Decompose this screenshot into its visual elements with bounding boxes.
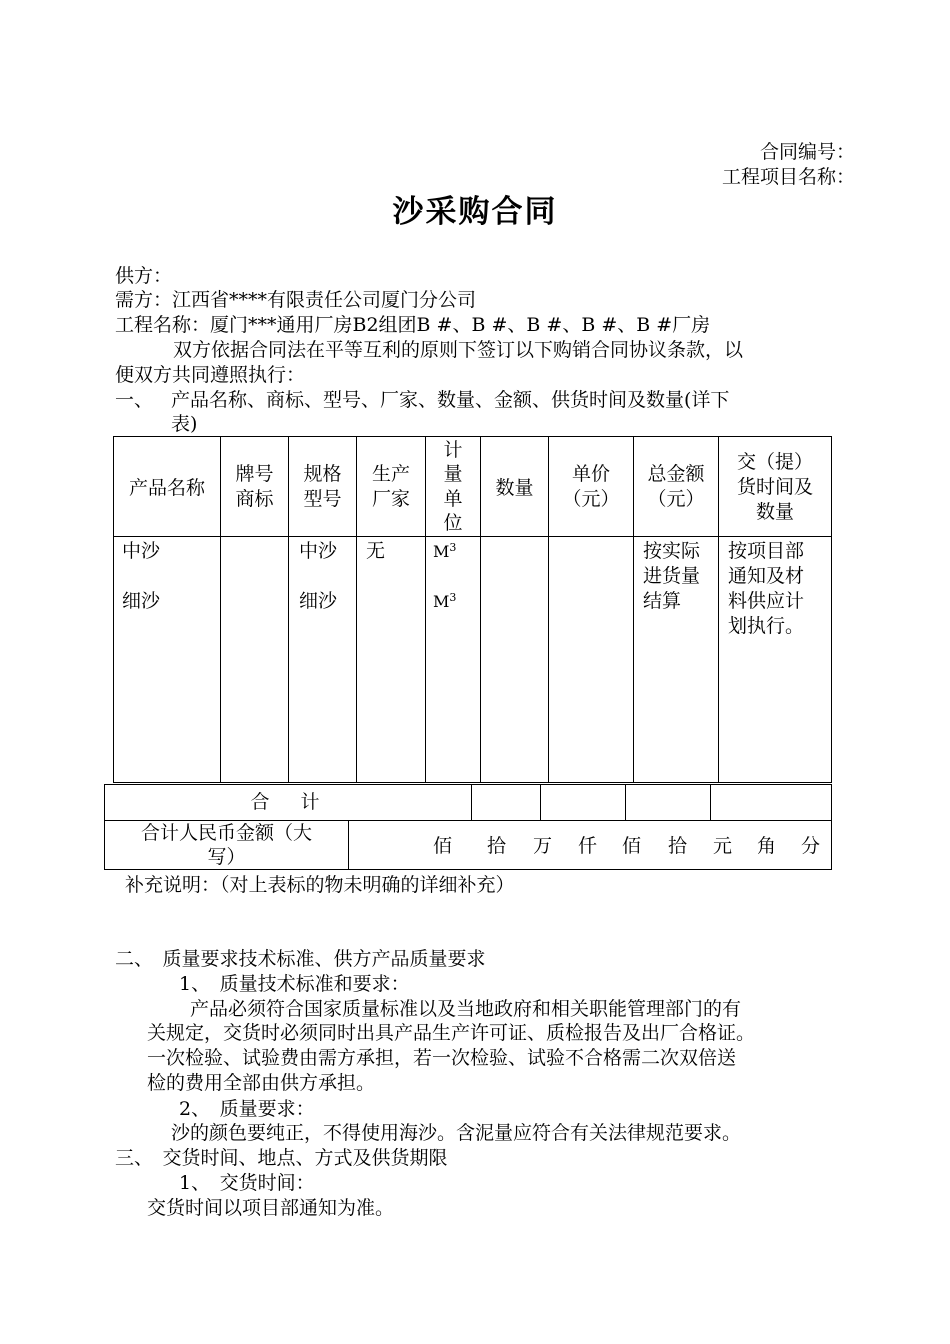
total-note-2: 进货量 — [643, 565, 701, 587]
rmb-label-1: 合计人民币金额（大 — [140, 822, 312, 844]
total-note-1: 按实际 — [643, 540, 701, 562]
section2-sub2: 2、 质量要求： — [179, 1098, 315, 1120]
section3-sub1: 1、 交货时间： — [179, 1172, 315, 1194]
section2-heading: 二、 质量要求技术标准、供方产品质量要求 — [115, 948, 486, 970]
total-note-3: 结算 — [643, 590, 682, 612]
section3-heading: 三、 交货时间、地点、方式及供货期限 — [115, 1147, 448, 1169]
rmb-unit-qian: 仟 — [578, 835, 598, 857]
intro-line-2: 便双方共同遵照执行： — [115, 364, 306, 386]
delivery-note-1: 按项目部 — [728, 540, 805, 562]
supplier-line: 供方： — [115, 265, 173, 287]
header-unit-4: 位 — [443, 512, 463, 534]
header-delivery-2: 货时间及 — [736, 476, 813, 498]
header-unit-2: 量 — [443, 463, 463, 485]
row-2-spec: 细沙 — [299, 590, 338, 612]
section2-para1-line4: 检的费用全部由供方承担。 — [147, 1072, 376, 1094]
rmb-unit-jiao: 角 — [757, 835, 777, 857]
row-1-maker: 无 — [366, 540, 386, 562]
row-2-unit: $M^3$ — [433, 591, 457, 611]
header-maker-2: 厂家 — [371, 488, 410, 510]
header-total-2: （元） — [647, 488, 705, 510]
header-brand-1: 牌号 — [235, 463, 274, 485]
header-delivery-3: 数量 — [755, 501, 794, 523]
rmb-label-2: 写） — [207, 846, 246, 868]
section2-para2: 沙的颜色要纯正，不得使用海沙。含泥量应符合有关法律规范要求。 — [171, 1122, 742, 1144]
delivery-note-3: 料供应计 — [728, 590, 805, 612]
section1-line-2: 表) — [171, 413, 198, 435]
rmb-unit-wan: 万 — [533, 835, 553, 857]
delivery-note-2: 通知及材 — [728, 565, 805, 587]
header-unit-3: 单 — [443, 488, 463, 510]
header-price-1: 单价 — [571, 463, 610, 485]
supplement-note: 补充说明：（对上表标的物未明确的详细补充） — [125, 874, 515, 896]
row-1-spec: 中沙 — [299, 540, 338, 562]
header-quantity: 数量 — [495, 477, 534, 499]
row-1-unit: $M^3$ — [433, 541, 457, 561]
intro-line-1: 双方依据合同法在平等互利的原则下签订以下购销合同协议条款，以 — [173, 339, 744, 361]
buyer-line: 需方：江西省****有限责任公司厦门分公司 — [115, 289, 477, 311]
section1-number: 一、 — [115, 389, 154, 411]
document-title: 沙采购合同 — [392, 194, 558, 230]
header-spec-2: 型号 — [303, 488, 342, 510]
rmb-unit-yuan: 元 — [713, 835, 733, 857]
header-product-name: 产品名称 — [128, 477, 205, 499]
rmb-unit-bai: 佰 — [433, 835, 453, 857]
header-total-1: 总金额 — [647, 463, 705, 485]
project-line: 工程名称：厦门***通用厂房B2组团B #、B #、B #、B #、B #厂房 — [115, 314, 711, 336]
row-1-name: 中沙 — [122, 540, 161, 562]
rmb-unit-bai-2: 佰 — [622, 835, 642, 857]
project-name-label: 工程项目名称： — [721, 166, 855, 188]
header-brand-2: 商标 — [235, 488, 274, 510]
sum-label: 合 计 — [250, 791, 326, 813]
delivery-note-4: 划执行。 — [728, 615, 805, 637]
header-maker-1: 生产 — [371, 463, 410, 485]
header-unit-1: 计 — [443, 439, 463, 461]
header-spec-1: 规格 — [303, 463, 342, 485]
row-2-name: 细沙 — [122, 590, 161, 612]
contract-number-label: 合同编号： — [759, 141, 855, 163]
rmb-unit-fen: 分 — [801, 835, 821, 857]
section1-line-1: 产品名称、商标、型号、厂家、数量、金额、供货时间及数量(详下 — [171, 389, 730, 411]
section2-para1-line1: 产品必须符合国家质量标准以及当地政府和相关职能管理部门的有 — [190, 998, 742, 1020]
header-delivery-1: 交（提） — [736, 451, 813, 473]
section2-para1-line3: 一次检验、试验费由需方承担，若一次检验、试验不合格需二次双倍送 — [147, 1047, 737, 1069]
section2-sub1: 1、 质量技术标准和要求： — [179, 973, 410, 995]
section3-para1: 交货时间以项目部通知为准。 — [147, 1197, 395, 1219]
header-price-2: （元） — [562, 488, 620, 510]
rmb-unit-shi-2: 拾 — [668, 835, 688, 857]
section2-para1-line2: 关规定，交货时必须同时出具产品生产许可证、质检报告及出厂合格证。 — [147, 1022, 756, 1044]
rmb-unit-shi: 拾 — [487, 835, 507, 857]
